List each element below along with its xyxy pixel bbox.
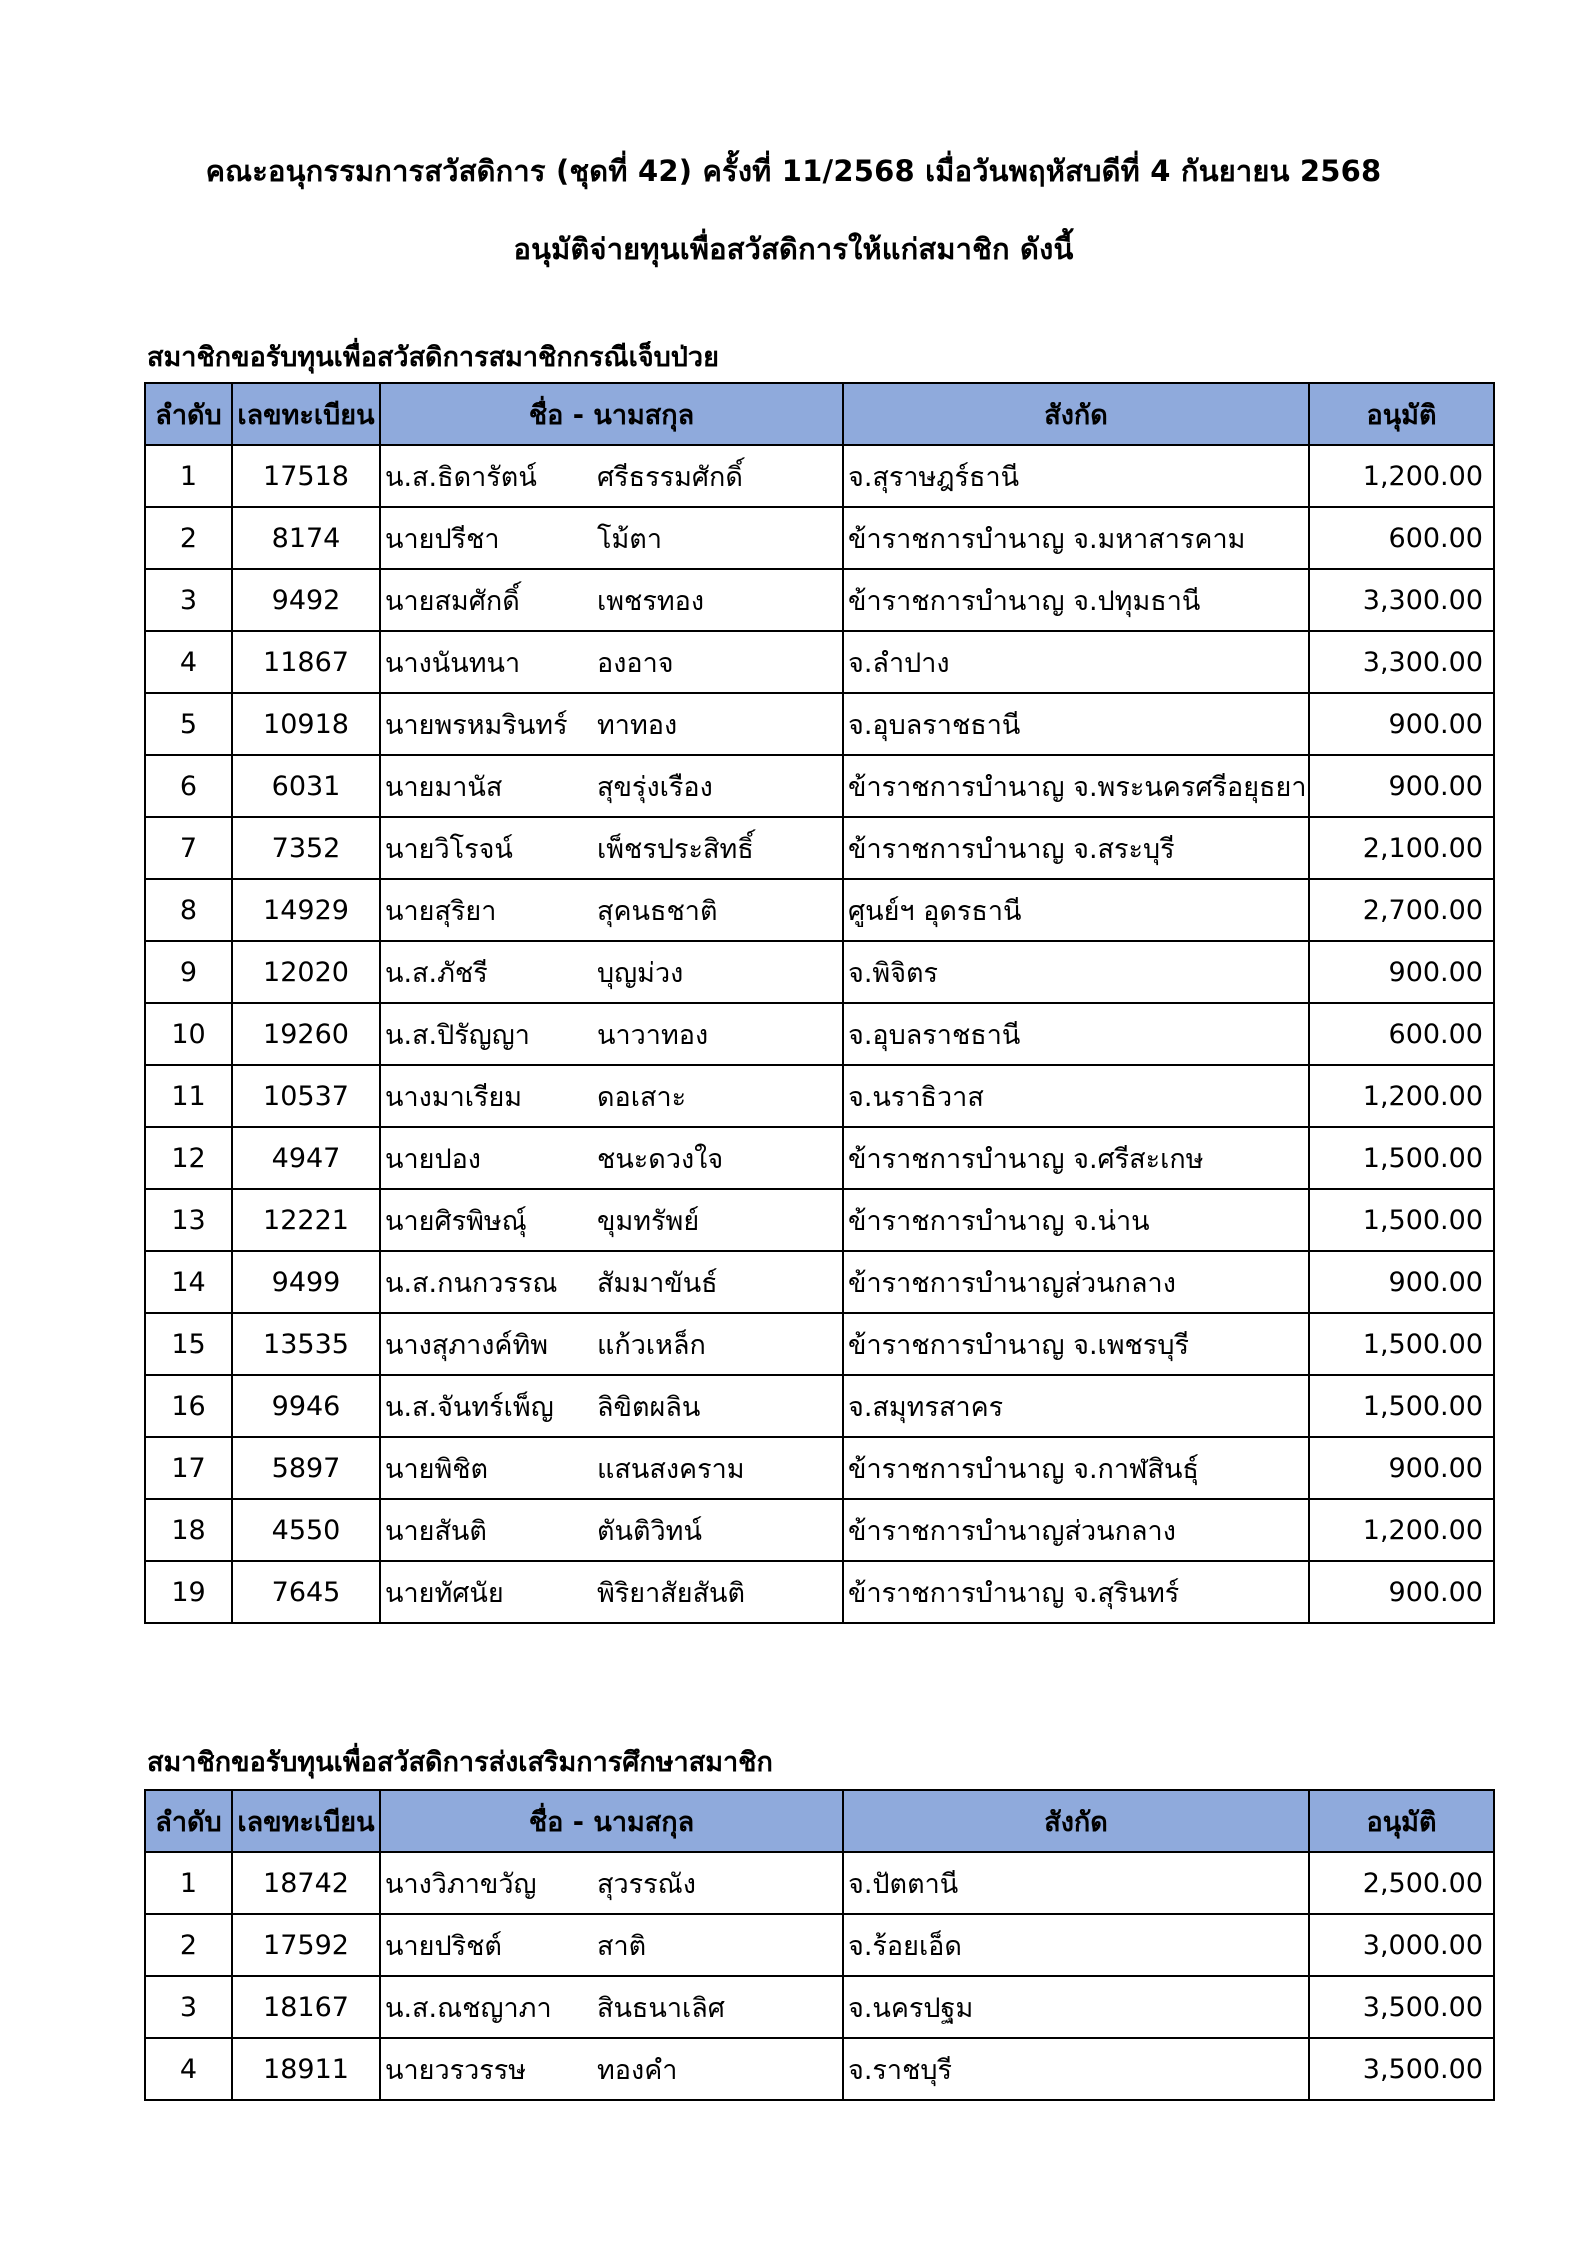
affiliation: ข้าราชการบำนาญ จ.สุรินทร์ — [843, 1561, 1309, 1623]
registration-number: 18167 — [232, 1976, 380, 2038]
last-name: โม้ตา — [597, 523, 662, 555]
registration-number: 10537 — [232, 1065, 380, 1127]
table-row — [145, 445, 1494, 507]
first-name: น.ส.กนกวรรณ — [385, 1267, 558, 1299]
first-name: นายสุริยา — [385, 895, 497, 927]
last-name: องอาจ — [597, 647, 674, 679]
affiliation: จ.อุบลราชธานี — [843, 693, 1309, 755]
registration-number: 14929 — [232, 879, 380, 941]
table-row — [145, 1065, 1494, 1127]
approved-amount: 2,100.00 — [1309, 817, 1494, 879]
table-header-row — [145, 1790, 1494, 1852]
affiliation: จ.ปัตตานี — [843, 1852, 1309, 1914]
table-row — [145, 507, 1494, 569]
column-header-no: ลำดับ — [145, 383, 232, 445]
member-name — [380, 1127, 843, 1189]
affiliation: ข้าราชการบำนาญส่วนกลาง — [843, 1499, 1309, 1561]
first-name: นางวิภาขวัญ — [385, 1868, 537, 1900]
first-name: นายศิรพิษณุ์ — [385, 1205, 527, 1237]
affiliation: ข้าราชการบำนาญ จ.กาฬสินธุ์ — [843, 1437, 1309, 1499]
member-name — [380, 1976, 843, 2038]
last-name: เพ็ชรประสิทธิ์ — [597, 833, 754, 865]
table-row — [145, 631, 1494, 693]
first-name: นายปริชต์ — [385, 1930, 502, 1962]
member-name — [380, 1375, 843, 1437]
approved-amount: 600.00 — [1309, 1003, 1494, 1065]
approved-amount: 900.00 — [1309, 1251, 1494, 1313]
registration-number: 18742 — [232, 1852, 380, 1914]
table-row — [145, 1251, 1494, 1313]
member-name — [380, 445, 843, 507]
table-row — [145, 569, 1494, 631]
affiliation: ข้าราชการบำนาญ จ.ปทุมธานี — [843, 569, 1309, 631]
row-number: 4 — [145, 631, 232, 693]
registration-number: 7352 — [232, 817, 380, 879]
registration-number: 12020 — [232, 941, 380, 1003]
registration-number: 6031 — [232, 755, 380, 817]
section-heading-illness: สมาชิกขอรับทุนเพื่อสวัสดิการสมาชิกกรณีเจ็บป่วย — [147, 342, 719, 373]
last-name: ดอเสาะ — [597, 1081, 687, 1113]
column-header-amount: อนุมัติ — [1309, 383, 1494, 445]
last-name: สินธนาเลิศ — [597, 1992, 725, 2024]
approved-amount: 900.00 — [1309, 755, 1494, 817]
registration-number: 9946 — [232, 1375, 380, 1437]
registration-number: 9492 — [232, 569, 380, 631]
last-name: สุวรรณัง — [597, 1868, 696, 1900]
member-name — [380, 1499, 843, 1561]
affiliation: ข้าราชการบำนาญ จ.สระบุรี — [843, 817, 1309, 879]
first-name: นายมานัส — [385, 771, 503, 803]
document-title: คณะอนุกรรมการสวัสดิการ (ชุดที่ 42) ครั้งที่ 11/2568 เมื่อวันพฤหัสบดีที่ 4 กันยายน 2568 — [205, 154, 1382, 188]
table-body — [145, 445, 1494, 1623]
approved-amount: 1,500.00 — [1309, 1127, 1494, 1189]
row-number: 14 — [145, 1251, 232, 1313]
last-name: สุขรุ่งเรือง — [597, 771, 713, 803]
last-name: ขุมทรัพย์ — [597, 1205, 700, 1237]
affiliation: ข้าราชการบำนาญ จ.มหาสารคาม — [843, 507, 1309, 569]
affiliation: ข้าราชการบำนาญ จ.พระนครศรีอยุธยา — [843, 755, 1309, 817]
registration-number: 4947 — [232, 1127, 380, 1189]
column-header-amount: อนุมัติ — [1309, 1790, 1494, 1852]
row-number: 1 — [145, 445, 232, 507]
row-number: 1 — [145, 1852, 232, 1914]
row-number: 17 — [145, 1437, 232, 1499]
approved-amount: 1,200.00 — [1309, 1065, 1494, 1127]
table-row — [145, 1976, 1494, 2038]
member-name — [380, 1914, 843, 1976]
table-row — [145, 1189, 1494, 1251]
approved-amount: 2,500.00 — [1309, 1852, 1494, 1914]
affiliation: ข้าราชการบำนาญ จ.เพชรบุรี — [843, 1313, 1309, 1375]
row-number: 3 — [145, 1976, 232, 2038]
first-name: น.ส.ณชญาภา — [385, 1992, 552, 2024]
row-number: 12 — [145, 1127, 232, 1189]
last-name: เพชรทอง — [597, 585, 705, 617]
table-row — [145, 879, 1494, 941]
member-name — [380, 1065, 843, 1127]
member-name — [380, 1189, 843, 1251]
approved-amount: 3,500.00 — [1309, 1976, 1494, 2038]
column-header-unit: สังกัด — [843, 1790, 1309, 1852]
approved-amount: 900.00 — [1309, 941, 1494, 1003]
affiliation: ข้าราชการบำนาญ จ.ศรีสะเกษ — [843, 1127, 1309, 1189]
section-heading-education: สมาชิกขอรับทุนเพื่อสวัสดิการส่งเสริมการศึกษาสมาชิก — [147, 1747, 773, 1778]
table-row — [145, 1499, 1494, 1561]
affiliation: จ.สุราษฎร์ธานี — [843, 445, 1309, 507]
education-welfare-table — [144, 1789, 1495, 2101]
first-name: นายพรหมรินทร์ — [385, 709, 568, 741]
affiliation: จ.สมุทรสาคร — [843, 1375, 1309, 1437]
last-name: ศรีธรรมศักดิ์ — [597, 461, 743, 493]
row-number: 7 — [145, 817, 232, 879]
last-name: สัมมาขันธ์ — [597, 1267, 718, 1299]
column-header-name: ชื่อ - นามสกุล — [380, 1790, 843, 1852]
first-name: นายปรีชา — [385, 523, 500, 555]
approved-amount: 3,000.00 — [1309, 1914, 1494, 1976]
first-name: นางนันทนา — [385, 647, 521, 679]
table-header-row — [145, 383, 1494, 445]
member-name — [380, 1437, 843, 1499]
first-name: นายสมศักดิ์ — [385, 585, 520, 617]
affiliation: ศูนย์ฯ อุดรธานี — [843, 879, 1309, 941]
illness-welfare-table — [144, 382, 1495, 1624]
affiliation: จ.อุบลราชธานี — [843, 1003, 1309, 1065]
table-body — [145, 1852, 1494, 2100]
first-name: นายพิชิต — [385, 1453, 489, 1485]
approved-amount: 600.00 — [1309, 507, 1494, 569]
table-row — [145, 1003, 1494, 1065]
affiliation: จ.ร้อยเอ็ด — [843, 1914, 1309, 1976]
row-number: 6 — [145, 755, 232, 817]
registration-number: 17592 — [232, 1914, 380, 1976]
registration-number: 11867 — [232, 631, 380, 693]
registration-number: 5897 — [232, 1437, 380, 1499]
affiliation: ข้าราชการบำนาญส่วนกลาง — [843, 1251, 1309, 1313]
last-name: แสนสงคราม — [597, 1453, 745, 1485]
member-name — [380, 1561, 843, 1623]
table-row — [145, 1561, 1494, 1623]
document-subtitle: อนุมัติจ่ายทุนเพื่อสวัสดิการให้แก่สมาชิก ดังนี้ — [513, 232, 1074, 266]
last-name: สุคนธชาติ — [597, 895, 718, 927]
member-name — [380, 817, 843, 879]
member-name — [380, 1003, 843, 1065]
row-number: 11 — [145, 1065, 232, 1127]
registration-number: 7645 — [232, 1561, 380, 1623]
column-header-no: ลำดับ — [145, 1790, 232, 1852]
column-header-reg: เลขทะเบียน — [232, 1790, 380, 1852]
row-number: 8 — [145, 879, 232, 941]
registration-number: 4550 — [232, 1499, 380, 1561]
member-name — [380, 879, 843, 941]
table-row — [145, 1437, 1494, 1499]
row-number: 13 — [145, 1189, 232, 1251]
first-name: นายสันติ — [385, 1515, 487, 1547]
member-name — [380, 1313, 843, 1375]
registration-number: 13535 — [232, 1313, 380, 1375]
last-name: บุญม่วง — [597, 957, 684, 989]
registration-number: 19260 — [232, 1003, 380, 1065]
registration-number: 12221 — [232, 1189, 380, 1251]
table-row — [145, 1375, 1494, 1437]
row-number: 5 — [145, 693, 232, 755]
approved-amount: 900.00 — [1309, 1561, 1494, 1623]
first-name: น.ส.ธิดารัตน์ — [385, 461, 537, 493]
registration-number: 17518 — [232, 445, 380, 507]
first-name: นายวิโรจน์ — [385, 833, 513, 865]
member-name — [380, 2038, 843, 2100]
affiliation: จ.นราธิวาส — [843, 1065, 1309, 1127]
row-number: 2 — [145, 1914, 232, 1976]
table-row — [145, 693, 1494, 755]
member-name — [380, 941, 843, 1003]
approved-amount: 1,500.00 — [1309, 1313, 1494, 1375]
column-header-reg: เลขทะเบียน — [232, 383, 380, 445]
approved-amount: 3,300.00 — [1309, 631, 1494, 693]
member-name — [380, 569, 843, 631]
approved-amount: 1,500.00 — [1309, 1189, 1494, 1251]
row-number: 2 — [145, 507, 232, 569]
approved-amount: 1,200.00 — [1309, 1499, 1494, 1561]
affiliation: จ.ลำปาง — [843, 631, 1309, 693]
table-row — [145, 755, 1494, 817]
registration-number: 8174 — [232, 507, 380, 569]
row-number: 18 — [145, 1499, 232, 1561]
row-number: 15 — [145, 1313, 232, 1375]
first-name: นางมาเรียม — [385, 1081, 523, 1113]
approved-amount: 3,300.00 — [1309, 569, 1494, 631]
first-name: นายวรวรรษ — [385, 2054, 527, 2086]
first-name: น.ส.ปิรัญญา — [385, 1019, 530, 1051]
affiliation: จ.ราชบุรี — [843, 2038, 1309, 2100]
approved-amount: 900.00 — [1309, 1437, 1494, 1499]
last-name: แก้วเหล็ก — [597, 1329, 706, 1361]
last-name: ลิขิตผลิน — [597, 1391, 701, 1423]
last-name: ชนะดวงใจ — [597, 1143, 724, 1175]
registration-number: 9499 — [232, 1251, 380, 1313]
member-name — [380, 631, 843, 693]
last-name: พิริยาสัยสันติ — [597, 1577, 746, 1609]
table-row — [145, 1914, 1494, 1976]
row-number: 9 — [145, 941, 232, 1003]
member-name — [380, 1251, 843, 1313]
registration-number: 18911 — [232, 2038, 380, 2100]
member-name — [380, 1852, 843, 1914]
column-header-name: ชื่อ - นามสกุล — [380, 383, 843, 445]
approved-amount: 1,200.00 — [1309, 445, 1494, 507]
row-number: 19 — [145, 1561, 232, 1623]
affiliation: ข้าราชการบำนาญ จ.น่าน — [843, 1189, 1309, 1251]
member-name — [380, 507, 843, 569]
first-name: นายทัศนัย — [385, 1577, 504, 1609]
last-name: สาติ — [597, 1930, 647, 1962]
first-name: น.ส.ภัชรี — [385, 957, 488, 989]
table-row — [145, 1313, 1494, 1375]
column-header-unit: สังกัด — [843, 383, 1309, 445]
first-name: นายปอง — [385, 1143, 481, 1175]
row-number: 10 — [145, 1003, 232, 1065]
table-row — [145, 1127, 1494, 1189]
row-number: 16 — [145, 1375, 232, 1437]
table-row — [145, 1852, 1494, 1914]
first-name: นางสุภางค์ทิพ — [385, 1329, 549, 1361]
last-name: ทาทอง — [597, 709, 678, 741]
approved-amount: 2,700.00 — [1309, 879, 1494, 941]
approved-amount: 3,500.00 — [1309, 2038, 1494, 2100]
member-name — [380, 693, 843, 755]
affiliation: จ.นครปฐม — [843, 1976, 1309, 2038]
member-name — [380, 755, 843, 817]
first-name: น.ส.จันทร์เพ็ญ — [385, 1391, 554, 1423]
table-row — [145, 941, 1494, 1003]
approved-amount: 1,500.00 — [1309, 1375, 1494, 1437]
table-row — [145, 817, 1494, 879]
table-row — [145, 2038, 1494, 2100]
last-name: ตันติวิทน์ — [597, 1515, 702, 1547]
affiliation: จ.พิจิตร — [843, 941, 1309, 1003]
last-name: ทองคำ — [597, 2054, 678, 2086]
row-number: 3 — [145, 569, 232, 631]
registration-number: 10918 — [232, 693, 380, 755]
row-number: 4 — [145, 2038, 232, 2100]
last-name: นาวาทอง — [597, 1019, 709, 1051]
approved-amount: 900.00 — [1309, 693, 1494, 755]
